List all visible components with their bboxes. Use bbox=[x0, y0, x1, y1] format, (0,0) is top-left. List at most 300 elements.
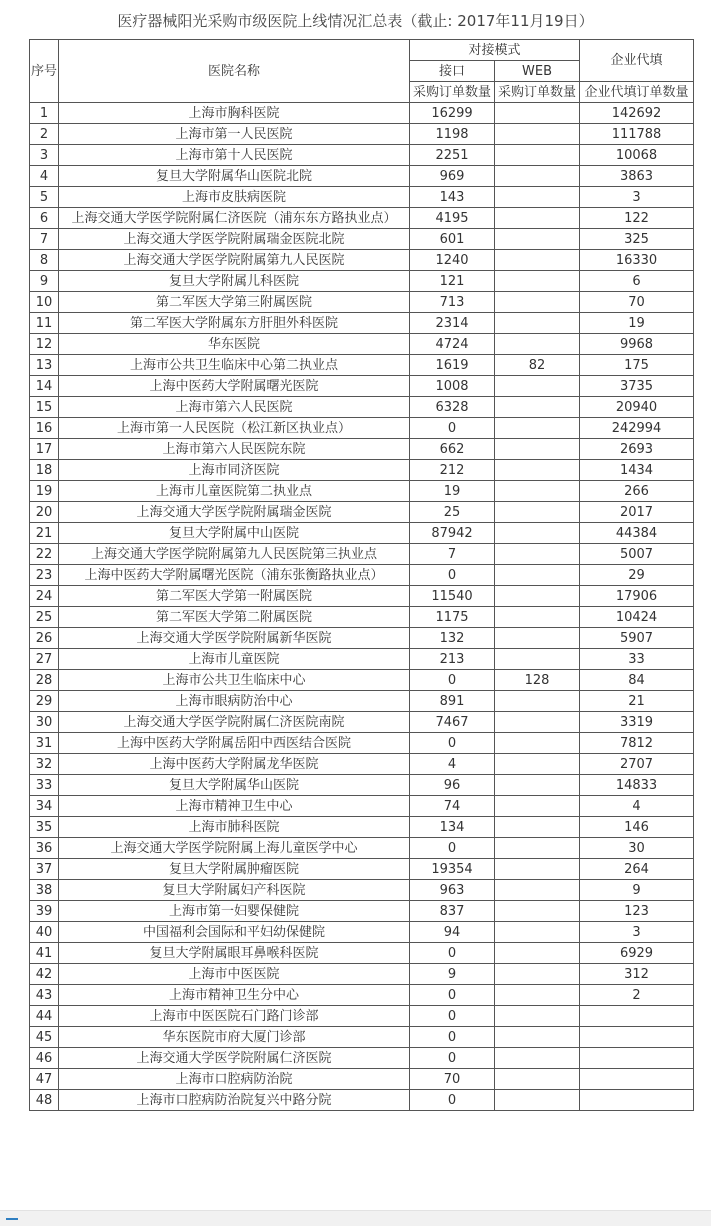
hospital-name-cell: 上海市同济医院 bbox=[59, 460, 410, 481]
api-order-count-cell: 1240 bbox=[410, 250, 495, 271]
hospital-name-cell: 复旦大学附属儿科医院 bbox=[59, 271, 410, 292]
hospital-name-cell: 第二军医大学第三附属医院 bbox=[59, 292, 410, 313]
enterprise-order-count-cell: 33 bbox=[580, 649, 694, 670]
hospital-name-cell: 上海市口腔病防治院复兴中路分院 bbox=[59, 1090, 410, 1111]
table-row bbox=[30, 124, 694, 145]
hospital-name-cell: 上海市肺科医院 bbox=[59, 817, 410, 838]
enterprise-order-count-cell: 122 bbox=[580, 208, 694, 229]
web-order-count-cell bbox=[495, 313, 580, 334]
api-order-count-cell: 9 bbox=[410, 964, 495, 985]
row-index: 15 bbox=[30, 397, 59, 418]
row-index: 44 bbox=[30, 1006, 59, 1027]
api-order-count-cell: 1175 bbox=[410, 607, 495, 628]
enterprise-order-count-cell: 325 bbox=[580, 229, 694, 250]
web-order-count-cell bbox=[495, 901, 580, 922]
table-row bbox=[30, 439, 694, 460]
api-order-count-cell: 969 bbox=[410, 166, 495, 187]
web-order-count-cell bbox=[495, 1027, 580, 1048]
enterprise-order-count-cell: 30 bbox=[580, 838, 694, 859]
hospital-name-cell: 上海市精神卫生中心 bbox=[59, 796, 410, 817]
web-order-count-cell bbox=[495, 817, 580, 838]
hospital-name-cell: 中国福利会国际和平妇幼保健院 bbox=[59, 922, 410, 943]
web-order-count-cell bbox=[495, 544, 580, 565]
api-order-count-cell: 0 bbox=[410, 1048, 495, 1069]
table-row bbox=[30, 691, 694, 712]
hospital-name-cell: 上海市公共卫生临床中心第二执业点 bbox=[59, 355, 410, 376]
api-order-count-cell: 143 bbox=[410, 187, 495, 208]
table-row bbox=[30, 733, 694, 754]
row-index: 46 bbox=[30, 1048, 59, 1069]
enterprise-order-count-cell: 3 bbox=[580, 187, 694, 208]
row-index: 39 bbox=[30, 901, 59, 922]
table-row bbox=[30, 292, 694, 313]
row-index: 7 bbox=[30, 229, 59, 250]
enterprise-order-count-cell: 10424 bbox=[580, 607, 694, 628]
row-index: 31 bbox=[30, 733, 59, 754]
hospital-name-cell: 上海交通大学医学院附属第九人民医院第三执业点 bbox=[59, 544, 410, 565]
table-row bbox=[30, 775, 694, 796]
web-order-count-cell bbox=[495, 838, 580, 859]
table-row bbox=[30, 628, 694, 649]
enterprise-order-count-cell: 6929 bbox=[580, 943, 694, 964]
row-index: 13 bbox=[30, 355, 59, 376]
web-order-count-cell bbox=[495, 460, 580, 481]
table-row bbox=[30, 334, 694, 355]
row-index: 10 bbox=[30, 292, 59, 313]
row-index: 28 bbox=[30, 670, 59, 691]
api-order-count-cell: 4 bbox=[410, 754, 495, 775]
row-index: 30 bbox=[30, 712, 59, 733]
enterprise-order-count-cell: 16330 bbox=[580, 250, 694, 271]
header-web-count: 采购订单数量 bbox=[495, 82, 580, 103]
api-order-count-cell: 662 bbox=[410, 439, 495, 460]
hospital-name-cell: 上海中医药大学附属曙光医院（浦东张衡路执业点） bbox=[59, 565, 410, 586]
web-order-count-cell bbox=[495, 964, 580, 985]
web-order-count-cell bbox=[495, 1090, 580, 1111]
table-row bbox=[30, 250, 694, 271]
row-index: 19 bbox=[30, 481, 59, 502]
table-row bbox=[30, 1069, 694, 1090]
web-order-count-cell bbox=[495, 187, 580, 208]
hospital-name-cell: 上海交通大学医学院附属瑞金医院 bbox=[59, 502, 410, 523]
enterprise-order-count-cell: 17906 bbox=[580, 586, 694, 607]
row-index: 1 bbox=[30, 103, 59, 124]
hospital-name-cell: 上海交通大学医学院附属仁济医院（浦东东方路执业点） bbox=[59, 208, 410, 229]
row-index: 41 bbox=[30, 943, 59, 964]
hospital-name-cell: 上海市中医医院 bbox=[59, 964, 410, 985]
table-row bbox=[30, 544, 694, 565]
web-order-count-cell bbox=[495, 502, 580, 523]
table-row bbox=[30, 565, 694, 586]
table-row bbox=[30, 1048, 694, 1069]
table-row bbox=[30, 1027, 694, 1048]
web-order-count-cell: 128 bbox=[495, 670, 580, 691]
web-order-count-cell bbox=[495, 733, 580, 754]
enterprise-order-count-cell bbox=[580, 1027, 694, 1048]
table-row bbox=[30, 229, 694, 250]
web-order-count-cell bbox=[495, 754, 580, 775]
hospital-name-cell: 第二军医大学第一附属医院 bbox=[59, 586, 410, 607]
table-row bbox=[30, 670, 694, 691]
enterprise-order-count-cell: 84 bbox=[580, 670, 694, 691]
api-order-count-cell: 121 bbox=[410, 271, 495, 292]
row-index: 2 bbox=[30, 124, 59, 145]
web-order-count-cell bbox=[495, 418, 580, 439]
row-index: 24 bbox=[30, 586, 59, 607]
hospital-name-cell: 上海中医药大学附属岳阳中西医结合医院 bbox=[59, 733, 410, 754]
api-order-count-cell: 213 bbox=[410, 649, 495, 670]
row-index: 43 bbox=[30, 985, 59, 1006]
enterprise-order-count-cell: 14833 bbox=[580, 775, 694, 796]
web-order-count-cell bbox=[495, 943, 580, 964]
api-order-count-cell: 891 bbox=[410, 691, 495, 712]
api-order-count-cell: 212 bbox=[410, 460, 495, 481]
web-order-count-cell bbox=[495, 712, 580, 733]
hospital-name-cell: 上海市精神卫生分中心 bbox=[59, 985, 410, 1006]
hospital-name-cell: 上海市第一人民医院（松江新区执业点） bbox=[59, 418, 410, 439]
row-index: 18 bbox=[30, 460, 59, 481]
header-hospital-name: 医院名称 bbox=[59, 40, 410, 103]
enterprise-order-count-cell: 123 bbox=[580, 901, 694, 922]
enterprise-order-count-cell: 9 bbox=[580, 880, 694, 901]
api-order-count-cell: 11540 bbox=[410, 586, 495, 607]
row-index: 40 bbox=[30, 922, 59, 943]
api-order-count-cell: 0 bbox=[410, 1027, 495, 1048]
row-index: 16 bbox=[30, 418, 59, 439]
enterprise-order-count-cell: 5907 bbox=[580, 628, 694, 649]
enterprise-order-count-cell: 242994 bbox=[580, 418, 694, 439]
table-row bbox=[30, 607, 694, 628]
enterprise-order-count-cell: 142692 bbox=[580, 103, 694, 124]
row-index: 14 bbox=[30, 376, 59, 397]
web-order-count-cell bbox=[495, 628, 580, 649]
api-order-count-cell: 0 bbox=[410, 670, 495, 691]
table-row bbox=[30, 208, 694, 229]
hospital-name-cell: 上海中医药大学附属曙光医院 bbox=[59, 376, 410, 397]
enterprise-order-count-cell: 5007 bbox=[580, 544, 694, 565]
web-order-count-cell bbox=[495, 565, 580, 586]
enterprise-order-count-cell bbox=[580, 1006, 694, 1027]
hospital-name-cell: 上海市第六人民医院东院 bbox=[59, 439, 410, 460]
row-index: 20 bbox=[30, 502, 59, 523]
hospital-name-cell: 复旦大学附属肿瘤医院 bbox=[59, 859, 410, 880]
enterprise-order-count-cell bbox=[580, 1090, 694, 1111]
enterprise-order-count-cell: 3319 bbox=[580, 712, 694, 733]
web-order-count-cell bbox=[495, 691, 580, 712]
web-order-count-cell bbox=[495, 124, 580, 145]
hospital-name-cell: 上海市第一人民医院 bbox=[59, 124, 410, 145]
enterprise-order-count-cell: 111788 bbox=[580, 124, 694, 145]
api-order-count-cell: 4724 bbox=[410, 334, 495, 355]
row-index: 12 bbox=[30, 334, 59, 355]
web-order-count-cell bbox=[495, 649, 580, 670]
hospital-name-cell: 上海市公共卫生临床中心 bbox=[59, 670, 410, 691]
header-api: 接口 bbox=[410, 61, 495, 82]
enterprise-order-count-cell: 175 bbox=[580, 355, 694, 376]
web-order-count-cell bbox=[495, 1048, 580, 1069]
table-row bbox=[30, 376, 694, 397]
web-order-count-cell bbox=[495, 880, 580, 901]
row-index: 32 bbox=[30, 754, 59, 775]
row-index: 48 bbox=[30, 1090, 59, 1111]
web-order-count-cell bbox=[495, 229, 580, 250]
api-order-count-cell: 0 bbox=[410, 1006, 495, 1027]
api-order-count-cell: 132 bbox=[410, 628, 495, 649]
enterprise-order-count-cell: 146 bbox=[580, 817, 694, 838]
hospital-name-cell: 上海交通大学医学院附属仁济医院 bbox=[59, 1048, 410, 1069]
row-index: 42 bbox=[30, 964, 59, 985]
hospital-name-cell: 上海交通大学医学院附属瑞金医院北院 bbox=[59, 229, 410, 250]
header-docking-mode: 对接模式 bbox=[410, 40, 580, 61]
row-index: 21 bbox=[30, 523, 59, 544]
web-order-count-cell bbox=[495, 775, 580, 796]
row-index: 37 bbox=[30, 859, 59, 880]
hospital-name-cell: 复旦大学附属妇产科医院 bbox=[59, 880, 410, 901]
hospital-name-cell: 华东医院 bbox=[59, 334, 410, 355]
enterprise-order-count-cell: 4 bbox=[580, 796, 694, 817]
api-order-count-cell: 2314 bbox=[410, 313, 495, 334]
table-row bbox=[30, 481, 694, 502]
api-order-count-cell: 70 bbox=[410, 1069, 495, 1090]
page-title: 医疗器械阳光采购市级医院上线情况汇总表（截止: 2017年11月19日） bbox=[117, 12, 594, 30]
api-order-count-cell: 6328 bbox=[410, 397, 495, 418]
row-index: 4 bbox=[30, 166, 59, 187]
table-row bbox=[30, 103, 694, 124]
table-row bbox=[30, 166, 694, 187]
row-index: 17 bbox=[30, 439, 59, 460]
row-index: 38 bbox=[30, 880, 59, 901]
enterprise-order-count-cell: 2 bbox=[580, 985, 694, 1006]
hospital-name-cell: 复旦大学附属中山医院 bbox=[59, 523, 410, 544]
hospital-name-cell: 上海市眼病防治中心 bbox=[59, 691, 410, 712]
api-order-count-cell: 87942 bbox=[410, 523, 495, 544]
enterprise-order-count-cell: 70 bbox=[580, 292, 694, 313]
api-order-count-cell: 1198 bbox=[410, 124, 495, 145]
hospital-name-cell: 复旦大学附属华山医院 bbox=[59, 775, 410, 796]
enterprise-order-count-cell: 2707 bbox=[580, 754, 694, 775]
enterprise-order-count-cell: 29 bbox=[580, 565, 694, 586]
row-index: 26 bbox=[30, 628, 59, 649]
api-order-count-cell: 7 bbox=[410, 544, 495, 565]
hospital-name-cell: 上海市儿童医院第二执业点 bbox=[59, 481, 410, 502]
table-row bbox=[30, 418, 694, 439]
enterprise-order-count-cell: 266 bbox=[580, 481, 694, 502]
hospital-name-cell: 上海市儿童医院 bbox=[59, 649, 410, 670]
api-order-count-cell: 2251 bbox=[410, 145, 495, 166]
table-row bbox=[30, 460, 694, 481]
row-index: 29 bbox=[30, 691, 59, 712]
hospital-name-cell: 上海市皮肤病医院 bbox=[59, 187, 410, 208]
web-order-count-cell bbox=[495, 1006, 580, 1027]
api-order-count-cell: 963 bbox=[410, 880, 495, 901]
web-order-count-cell bbox=[495, 208, 580, 229]
enterprise-order-count-cell: 2693 bbox=[580, 439, 694, 460]
web-order-count-cell bbox=[495, 271, 580, 292]
hospital-name-cell: 第二军医大学第二附属医院 bbox=[59, 607, 410, 628]
api-order-count-cell: 96 bbox=[410, 775, 495, 796]
web-order-count-cell bbox=[495, 481, 580, 502]
api-order-count-cell: 0 bbox=[410, 943, 495, 964]
row-index: 45 bbox=[30, 1027, 59, 1048]
row-index: 8 bbox=[30, 250, 59, 271]
hospital-name-cell: 复旦大学附属华山医院北院 bbox=[59, 166, 410, 187]
enterprise-order-count-cell bbox=[580, 1048, 694, 1069]
api-order-count-cell: 0 bbox=[410, 733, 495, 754]
table-row bbox=[30, 754, 694, 775]
web-order-count-cell bbox=[495, 250, 580, 271]
enterprise-order-count-cell: 21 bbox=[580, 691, 694, 712]
web-order-count-cell bbox=[495, 922, 580, 943]
enterprise-order-count-cell: 3 bbox=[580, 922, 694, 943]
table-row bbox=[30, 943, 694, 964]
enterprise-order-count-cell: 44384 bbox=[580, 523, 694, 544]
hospital-name-cell: 上海交通大学医学院附属仁济医院南院 bbox=[59, 712, 410, 733]
hospital-summary-table bbox=[29, 39, 694, 1111]
hospital-name-cell: 上海交通大学医学院附属新华医院 bbox=[59, 628, 410, 649]
row-index: 47 bbox=[30, 1069, 59, 1090]
hospital-name-cell: 上海市第十人民医院 bbox=[59, 145, 410, 166]
web-order-count-cell bbox=[495, 145, 580, 166]
api-order-count-cell: 19 bbox=[410, 481, 495, 502]
enterprise-order-count-cell: 1434 bbox=[580, 460, 694, 481]
row-index: 23 bbox=[30, 565, 59, 586]
enterprise-order-count-cell: 6 bbox=[580, 271, 694, 292]
row-index: 6 bbox=[30, 208, 59, 229]
header-seq: 序号 bbox=[30, 40, 59, 103]
row-index: 22 bbox=[30, 544, 59, 565]
table-row bbox=[30, 964, 694, 985]
api-order-count-cell: 837 bbox=[410, 901, 495, 922]
enterprise-order-count-cell: 7812 bbox=[580, 733, 694, 754]
table-row bbox=[30, 817, 694, 838]
hospital-name-cell: 上海市胸科医院 bbox=[59, 103, 410, 124]
web-order-count-cell bbox=[495, 103, 580, 124]
hospital-name-cell: 上海市第六人民医院 bbox=[59, 397, 410, 418]
enterprise-order-count-cell: 2017 bbox=[580, 502, 694, 523]
enterprise-order-count-cell: 312 bbox=[580, 964, 694, 985]
table-row bbox=[30, 712, 694, 733]
api-order-count-cell: 4195 bbox=[410, 208, 495, 229]
hospital-name-cell: 上海交通大学医学院附属第九人民医院 bbox=[59, 250, 410, 271]
enterprise-order-count-cell: 10068 bbox=[580, 145, 694, 166]
api-order-count-cell: 0 bbox=[410, 985, 495, 1006]
web-order-count-cell bbox=[495, 397, 580, 418]
row-index: 35 bbox=[30, 817, 59, 838]
row-index: 36 bbox=[30, 838, 59, 859]
enterprise-order-count-cell: 20940 bbox=[580, 397, 694, 418]
web-order-count-cell: 82 bbox=[495, 355, 580, 376]
api-order-count-cell: 601 bbox=[410, 229, 495, 250]
api-order-count-cell: 1008 bbox=[410, 376, 495, 397]
hospital-name-cell: 上海中医药大学附属龙华医院 bbox=[59, 754, 410, 775]
hospital-name-cell: 第二军医大学附属东方肝胆外科医院 bbox=[59, 313, 410, 334]
web-order-count-cell bbox=[495, 334, 580, 355]
web-order-count-cell bbox=[495, 523, 580, 544]
header-api-count: 采购订单数量 bbox=[410, 82, 495, 103]
row-index: 34 bbox=[30, 796, 59, 817]
row-index: 33 bbox=[30, 775, 59, 796]
web-order-count-cell bbox=[495, 166, 580, 187]
row-index: 11 bbox=[30, 313, 59, 334]
api-order-count-cell: 74 bbox=[410, 796, 495, 817]
enterprise-order-count-cell bbox=[580, 1069, 694, 1090]
header-enterprise-count: 企业代填订单数量 bbox=[580, 82, 694, 103]
table-row bbox=[30, 145, 694, 166]
api-order-count-cell: 7467 bbox=[410, 712, 495, 733]
api-order-count-cell: 25 bbox=[410, 502, 495, 523]
hospital-name-cell: 上海交通大学医学院附属上海儿童医学中心 bbox=[59, 838, 410, 859]
table-row bbox=[30, 397, 694, 418]
header-web: WEB bbox=[495, 61, 580, 82]
enterprise-order-count-cell: 9968 bbox=[580, 334, 694, 355]
enterprise-order-count-cell: 3735 bbox=[580, 376, 694, 397]
row-index: 25 bbox=[30, 607, 59, 628]
web-order-count-cell bbox=[495, 376, 580, 397]
row-index: 27 bbox=[30, 649, 59, 670]
table-row bbox=[30, 859, 694, 880]
table-row bbox=[30, 187, 694, 208]
table-row bbox=[30, 313, 694, 334]
web-order-count-cell bbox=[495, 859, 580, 880]
row-index: 5 bbox=[30, 187, 59, 208]
row-index: 3 bbox=[30, 145, 59, 166]
web-order-count-cell bbox=[495, 796, 580, 817]
table-row bbox=[30, 271, 694, 292]
bottom-scrollbar[interactable] bbox=[0, 1210, 711, 1226]
table-row bbox=[30, 796, 694, 817]
hospital-name-cell: 上海市口腔病防治院 bbox=[59, 1069, 410, 1090]
web-order-count-cell bbox=[495, 439, 580, 460]
api-order-count-cell: 713 bbox=[410, 292, 495, 313]
web-order-count-cell bbox=[495, 1069, 580, 1090]
api-order-count-cell: 94 bbox=[410, 922, 495, 943]
table-body bbox=[30, 103, 694, 1111]
table-row bbox=[30, 586, 694, 607]
table-row bbox=[30, 502, 694, 523]
web-order-count-cell bbox=[495, 292, 580, 313]
enterprise-order-count-cell: 19 bbox=[580, 313, 694, 334]
web-order-count-cell bbox=[495, 985, 580, 1006]
table-row bbox=[30, 880, 694, 901]
hospital-name-cell: 上海市中医医院石门路门诊部 bbox=[59, 1006, 410, 1027]
table-row bbox=[30, 985, 694, 1006]
table-row bbox=[30, 523, 694, 544]
api-order-count-cell: 1619 bbox=[410, 355, 495, 376]
enterprise-order-count-cell: 3863 bbox=[580, 166, 694, 187]
web-order-count-cell bbox=[495, 607, 580, 628]
table-row bbox=[30, 838, 694, 859]
table-row bbox=[30, 901, 694, 922]
api-order-count-cell: 16299 bbox=[410, 103, 495, 124]
api-order-count-cell: 0 bbox=[410, 1090, 495, 1111]
api-order-count-cell: 134 bbox=[410, 817, 495, 838]
table-row bbox=[30, 1006, 694, 1027]
hospital-name-cell: 华东医院市府大厦门诊部 bbox=[59, 1027, 410, 1048]
hospital-name-cell: 上海市第一妇婴保健院 bbox=[59, 901, 410, 922]
table-row bbox=[30, 649, 694, 670]
api-order-count-cell: 0 bbox=[410, 418, 495, 439]
web-order-count-cell bbox=[495, 586, 580, 607]
table-row bbox=[30, 355, 694, 376]
table-row bbox=[30, 1090, 694, 1111]
api-order-count-cell: 0 bbox=[410, 838, 495, 859]
header-enterprise: 企业代填 bbox=[580, 40, 694, 82]
row-index: 9 bbox=[30, 271, 59, 292]
api-order-count-cell: 0 bbox=[410, 565, 495, 586]
bottom-scroll-marker bbox=[6, 1218, 18, 1224]
table-row bbox=[30, 922, 694, 943]
enterprise-order-count-cell: 264 bbox=[580, 859, 694, 880]
